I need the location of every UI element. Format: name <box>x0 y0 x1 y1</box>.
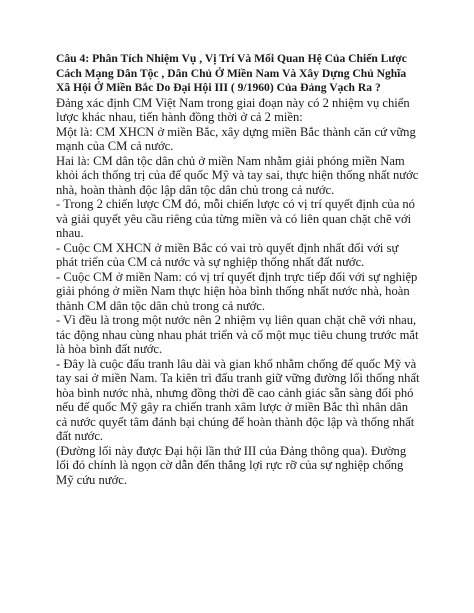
document-page <box>56 52 422 487</box>
paragraph-north-role: - Cuộc CM XHCN ở miền Bắc có vai trò quyết định nhất đối với sự phát triển của CM cả nước và sự nghiệp thống nhất đất nước. <box>56 240 399 270</box>
paragraph-task-one: Một là: CM XHCN ở miền Bắc, xây dựng miền Bắc thành căn cứ vững mạnh của CM cả nước. <box>56 124 416 154</box>
paragraph-relationship: - Vì đều là trong một nước nên 2 nhiệm vụ liên quan chặt chẽ với nhau, tác động nhau cùng nhau phát triển và cố một mục tiêu chung trước mắt là hòa bình đất nước. <box>56 313 419 357</box>
paragraph-south-role: - Cuộc CM ở miền Nam: có vị trí quyết định trực tiếp đối với sự nghiệp giải phóng ở miền Nam thực hiện hòa bình thống nhất nước nhà, hoàn thành CM dân tộc dân chủ trong cả nước. <box>56 269 418 313</box>
paragraph-task-two: Hai là: CM dân tộc dân chủ ở miền Nam nhằm giải phóng miền Nam khỏi ách thống trị của đế quốc Mỹ và tay sai, thực hiện thống nhất nước nhà, hoàn thành độc lập dân tộc dân chủ trong cả nước. <box>56 153 419 197</box>
document-title: Câu 4: Phân Tích Nhiệm Vụ , Vị Trí Và Mối Quan Hệ Của Chiến Lược Cách Mạng Dân Tộc , Dân Chủ Ở Miền Nam Và Xây Dựng Chủ Nghĩa Xã Hội Ở Miền Bắc Do Đại Hội III ( 9/1960) Của Đảng Vạch Ra ? <box>56 52 407 95</box>
paragraph-conclusion: (Đường lối này được Đại hội lần thứ III của Đảng thông qua). Đường lối đó chính là ngọn cờ dẫn đến thắng lợi rực rỡ của sự nghiệp chống Mỹ cứu nước. <box>56 443 407 487</box>
paragraph-long-struggle: - Đây là cuộc đấu tranh lâu dài và gian khổ nhằm chống đế quốc Mỹ và tay sai ở miền Nam. Ta kiên trì đấu tranh giữ vững đường lối thống nhất hòa bình nước nhà, nhưng đồng thời đề cao cảnh giác sẵn sàng đối phó nếu đế quốc Mỹ gây ra chiến tranh xâm lược ở miền Bắc thì nhân dân cả nước quyết tâm đánh bại chúng để hoàn thành độc lập và thống nhất đất nước. <box>56 356 420 444</box>
paragraph-intro: Đảng xác định CM Việt Nam trong giai đoạn này có 2 nhiệm vụ chiến lược khác nhau, tiến hành đồng thời ở cả 2 miền: <box>56 95 410 125</box>
paragraph-two-strategies: - Trong 2 chiến lược CM đó, mỗi chiến lược có vị trí quyết định của nó và giải quyết yêu cầu riêng của từng miền và có liên quan chặt chẽ với nhau. <box>56 197 415 241</box>
